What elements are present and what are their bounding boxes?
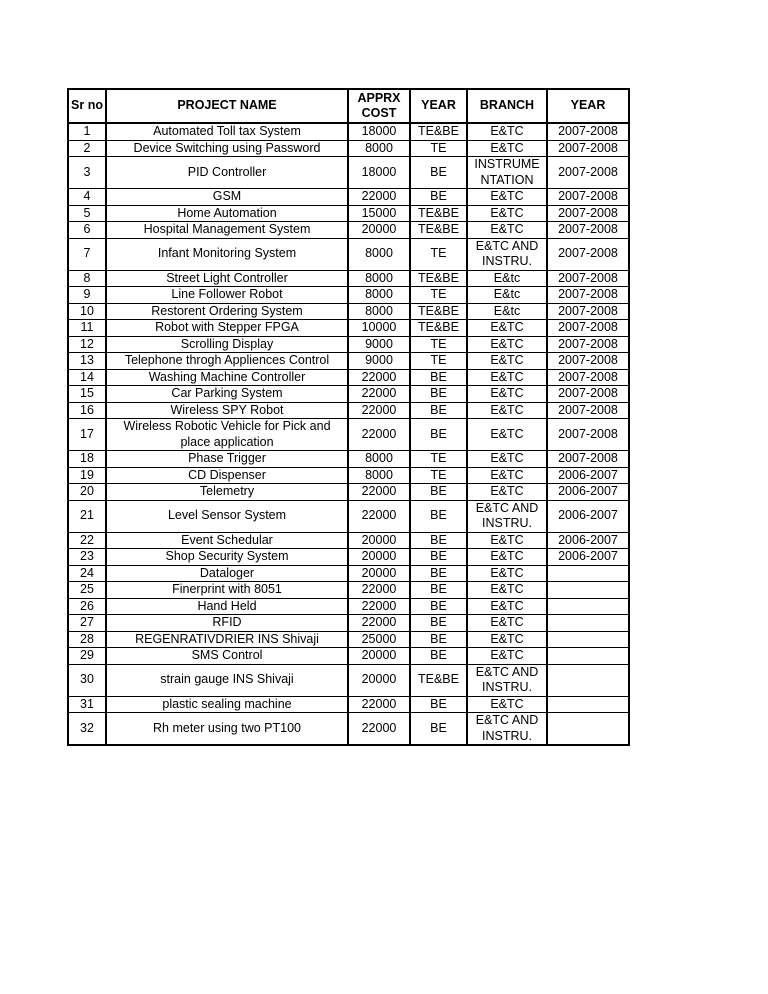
- table-row: [68, 598, 629, 615]
- cell-year: TE: [410, 353, 467, 370]
- cell-project-name: strain gauge INS Shivaji: [106, 664, 348, 696]
- cell-cost: 22000: [348, 615, 410, 632]
- cell-cost: 20000: [348, 648, 410, 665]
- table-row: [68, 582, 629, 599]
- cell-year: BE: [410, 565, 467, 582]
- table-row: [68, 500, 629, 532]
- cell-period: [547, 648, 629, 665]
- cell-year: TE: [410, 336, 467, 353]
- cell-period: [547, 696, 629, 713]
- table-row: [68, 320, 629, 337]
- table-row: [68, 402, 629, 419]
- cell-period: 2007-2008: [547, 419, 629, 451]
- cell-branch: E&TC: [467, 123, 547, 140]
- cell-project-name: Car Parking System: [106, 386, 348, 403]
- cell-cost: 10000: [348, 320, 410, 337]
- table-row: [68, 386, 629, 403]
- cell-period: [547, 598, 629, 615]
- cell-sr-no: 23: [68, 549, 106, 566]
- cell-year: BE: [410, 598, 467, 615]
- cell-project-name: GSM: [106, 189, 348, 206]
- cell-sr-no: 21: [68, 500, 106, 532]
- header-year: YEAR: [410, 89, 467, 123]
- cell-cost: 20000: [348, 565, 410, 582]
- cell-project-name: Restorent Ordering System: [106, 303, 348, 320]
- table-row: [68, 238, 629, 270]
- cell-sr-no: 10: [68, 303, 106, 320]
- cell-period: 2006-2007: [547, 467, 629, 484]
- cell-period: 2007-2008: [547, 353, 629, 370]
- cell-sr-no: 7: [68, 238, 106, 270]
- cell-branch: E&TC: [467, 631, 547, 648]
- cell-year: TE: [410, 467, 467, 484]
- cell-project-name: CD Dispenser: [106, 467, 348, 484]
- cell-sr-no: 2: [68, 140, 106, 157]
- table-row: [68, 615, 629, 632]
- table-row: [68, 205, 629, 222]
- cell-sr-no: 3: [68, 157, 106, 189]
- cell-cost: 25000: [348, 631, 410, 648]
- cell-branch: E&TC: [467, 615, 547, 632]
- cell-project-name: Robot with Stepper FPGA: [106, 320, 348, 337]
- cell-cost: 18000: [348, 123, 410, 140]
- table-row: [68, 287, 629, 304]
- cell-cost: 22000: [348, 419, 410, 451]
- cell-branch: E&TC: [467, 386, 547, 403]
- cell-branch: E&TC: [467, 582, 547, 599]
- cell-sr-no: 15: [68, 386, 106, 403]
- cell-year: TE: [410, 140, 467, 157]
- cell-year: TE: [410, 451, 467, 468]
- cell-project-name: Scrolling Display: [106, 336, 348, 353]
- cell-period: 2006-2007: [547, 532, 629, 549]
- table-body: [68, 123, 629, 745]
- cell-project-name: PID Controller: [106, 157, 348, 189]
- cell-period: 2007-2008: [547, 386, 629, 403]
- cell-project-name: Phase Trigger: [106, 451, 348, 468]
- cell-project-name: Line Follower Robot: [106, 287, 348, 304]
- cell-cost: 20000: [348, 664, 410, 696]
- cell-project-name: Level Sensor System: [106, 500, 348, 532]
- cell-sr-no: 29: [68, 648, 106, 665]
- cell-sr-no: 9: [68, 287, 106, 304]
- cell-branch: E&tc: [467, 270, 547, 287]
- cell-sr-no: 5: [68, 205, 106, 222]
- cell-project-name: Finerprint with 8051: [106, 582, 348, 599]
- cell-period: [547, 615, 629, 632]
- header-year-period: YEAR: [547, 89, 629, 123]
- cell-branch: E&TC: [467, 402, 547, 419]
- cell-cost: 22000: [348, 713, 410, 746]
- cell-period: 2007-2008: [547, 222, 629, 239]
- cell-year: BE: [410, 157, 467, 189]
- cell-year: BE: [410, 549, 467, 566]
- cell-project-name: Wireless Robotic Vehicle for Pick and place application: [106, 419, 348, 451]
- cell-branch: E&tc: [467, 287, 547, 304]
- cell-project-name: Street Light Controller: [106, 270, 348, 287]
- table-row: [68, 467, 629, 484]
- cell-project-name: Wireless SPY Robot: [106, 402, 348, 419]
- table-row: [68, 549, 629, 566]
- cell-branch: E&TC: [467, 565, 547, 582]
- cell-period: [547, 713, 629, 746]
- cell-project-name: Rh meter using two PT100: [106, 713, 348, 746]
- cell-year: BE: [410, 369, 467, 386]
- cell-period: 2007-2008: [547, 336, 629, 353]
- cell-period: 2007-2008: [547, 189, 629, 206]
- cell-period: 2007-2008: [547, 238, 629, 270]
- cell-project-name: Telemetry: [106, 484, 348, 501]
- project-sheet: [67, 88, 630, 746]
- cell-branch: E&TC: [467, 353, 547, 370]
- cell-project-name: Telephone throgh Appliences Control: [106, 353, 348, 370]
- cell-project-name: Hand Held: [106, 598, 348, 615]
- cell-sr-no: 20: [68, 484, 106, 501]
- cell-sr-no: 1: [68, 123, 106, 140]
- cell-sr-no: 25: [68, 582, 106, 599]
- cell-cost: 8000: [348, 270, 410, 287]
- table-row: [68, 451, 629, 468]
- cell-year: TE: [410, 287, 467, 304]
- cell-branch: E&TC: [467, 320, 547, 337]
- cell-year: TE&BE: [410, 222, 467, 239]
- cell-cost: 18000: [348, 157, 410, 189]
- table-row: [68, 270, 629, 287]
- cell-year: TE&BE: [410, 270, 467, 287]
- cell-period: 2006-2007: [547, 500, 629, 532]
- cell-project-name: RFID: [106, 615, 348, 632]
- cell-period: 2007-2008: [547, 369, 629, 386]
- cell-year: TE&BE: [410, 205, 467, 222]
- project-table: [67, 88, 630, 746]
- cell-sr-no: 26: [68, 598, 106, 615]
- cell-year: BE: [410, 386, 467, 403]
- cell-branch: INSTRUME NTATION: [467, 157, 547, 189]
- cell-year: BE: [410, 713, 467, 746]
- cell-branch: E&TC: [467, 419, 547, 451]
- table-row: [68, 222, 629, 239]
- cell-branch: E&TC AND INSTRU.: [467, 713, 547, 746]
- cell-period: 2007-2008: [547, 320, 629, 337]
- cell-cost: 8000: [348, 467, 410, 484]
- cell-branch: E&TC AND INSTRU.: [467, 238, 547, 270]
- cell-period: 2007-2008: [547, 287, 629, 304]
- cell-branch: E&TC: [467, 549, 547, 566]
- cell-cost: 8000: [348, 287, 410, 304]
- table-row: [68, 336, 629, 353]
- header-branch: BRANCH: [467, 89, 547, 123]
- header-apprx-cost: APPRX COST: [348, 89, 410, 123]
- cell-cost: 22000: [348, 386, 410, 403]
- cell-year: BE: [410, 189, 467, 206]
- cell-cost: 9000: [348, 353, 410, 370]
- cell-branch: E&TC: [467, 532, 547, 549]
- cell-year: BE: [410, 532, 467, 549]
- cell-year: TE&BE: [410, 303, 467, 320]
- cell-sr-no: 28: [68, 631, 106, 648]
- cell-year: BE: [410, 648, 467, 665]
- cell-project-name: SMS Control: [106, 648, 348, 665]
- cell-period: 2007-2008: [547, 157, 629, 189]
- cell-sr-no: 16: [68, 402, 106, 419]
- cell-period: 2006-2007: [547, 484, 629, 501]
- cell-cost: 22000: [348, 402, 410, 419]
- cell-period: 2007-2008: [547, 270, 629, 287]
- cell-period: 2007-2008: [547, 140, 629, 157]
- cell-project-name: Dataloger: [106, 565, 348, 582]
- cell-year: TE&BE: [410, 123, 467, 140]
- cell-cost: 22000: [348, 484, 410, 501]
- cell-period: 2007-2008: [547, 303, 629, 320]
- table-row: [68, 484, 629, 501]
- cell-period: 2007-2008: [547, 123, 629, 140]
- cell-sr-no: 31: [68, 696, 106, 713]
- cell-period: [547, 582, 629, 599]
- table-row: [68, 353, 629, 370]
- cell-year: BE: [410, 500, 467, 532]
- cell-cost: 9000: [348, 336, 410, 353]
- cell-sr-no: 22: [68, 532, 106, 549]
- table-row: [68, 696, 629, 713]
- cell-period: 2007-2008: [547, 451, 629, 468]
- cell-cost: 20000: [348, 549, 410, 566]
- table-row: [68, 713, 629, 746]
- cell-year: BE: [410, 615, 467, 632]
- table-row: [68, 532, 629, 549]
- cell-sr-no: 4: [68, 189, 106, 206]
- cell-sr-no: 27: [68, 615, 106, 632]
- cell-period: [547, 664, 629, 696]
- cell-period: 2007-2008: [547, 402, 629, 419]
- cell-cost: 8000: [348, 303, 410, 320]
- cell-cost: 22000: [348, 369, 410, 386]
- cell-sr-no: 11: [68, 320, 106, 337]
- cell-project-name: plastic sealing machine: [106, 696, 348, 713]
- cell-cost: 22000: [348, 598, 410, 615]
- table-row: [68, 140, 629, 157]
- cell-branch: E&TC: [467, 467, 547, 484]
- cell-period: 2006-2007: [547, 549, 629, 566]
- cell-project-name: Event Schedular: [106, 532, 348, 549]
- cell-cost: 8000: [348, 238, 410, 270]
- cell-project-name: Home Automation: [106, 205, 348, 222]
- table-row: [68, 648, 629, 665]
- cell-branch: E&TC: [467, 598, 547, 615]
- cell-year: BE: [410, 631, 467, 648]
- cell-cost: 8000: [348, 140, 410, 157]
- cell-cost: 20000: [348, 222, 410, 239]
- header-project-name: PROJECT NAME: [106, 89, 348, 123]
- cell-year: BE: [410, 419, 467, 451]
- cell-year: BE: [410, 484, 467, 501]
- cell-branch: E&TC: [467, 369, 547, 386]
- cell-sr-no: 17: [68, 419, 106, 451]
- table-row: [68, 664, 629, 696]
- cell-sr-no: 13: [68, 353, 106, 370]
- cell-project-name: Shop Security System: [106, 549, 348, 566]
- table-row: [68, 123, 629, 140]
- cell-branch: E&TC AND INSTRU.: [467, 500, 547, 532]
- cell-sr-no: 24: [68, 565, 106, 582]
- header-row: [68, 89, 629, 123]
- table-row: [68, 565, 629, 582]
- cell-branch: E&TC: [467, 451, 547, 468]
- cell-branch: E&TC: [467, 189, 547, 206]
- cell-sr-no: 6: [68, 222, 106, 239]
- table-row: [68, 369, 629, 386]
- cell-period: 2007-2008: [547, 205, 629, 222]
- cell-cost: 22000: [348, 500, 410, 532]
- cell-cost: 15000: [348, 205, 410, 222]
- cell-project-name: Automated Toll tax System: [106, 123, 348, 140]
- table-row: [68, 303, 629, 320]
- cell-period: [547, 565, 629, 582]
- cell-cost: 22000: [348, 582, 410, 599]
- cell-branch: E&TC: [467, 648, 547, 665]
- cell-branch: E&TC: [467, 336, 547, 353]
- table-row: [68, 631, 629, 648]
- cell-year: BE: [410, 402, 467, 419]
- table-row: [68, 157, 629, 189]
- cell-year: TE: [410, 238, 467, 270]
- cell-period: [547, 631, 629, 648]
- cell-project-name: Washing Machine Controller: [106, 369, 348, 386]
- cell-branch: E&TC: [467, 484, 547, 501]
- cell-year: BE: [410, 582, 467, 599]
- cell-project-name: Hospital Management System: [106, 222, 348, 239]
- cell-year: TE&BE: [410, 320, 467, 337]
- cell-sr-no: 30: [68, 664, 106, 696]
- header-sr-no: Sr no: [68, 89, 106, 123]
- cell-sr-no: 19: [68, 467, 106, 484]
- cell-project-name: Infant Monitoring System: [106, 238, 348, 270]
- cell-project-name: Device Switching using Password: [106, 140, 348, 157]
- cell-branch: E&TC: [467, 222, 547, 239]
- cell-sr-no: 12: [68, 336, 106, 353]
- cell-year: TE&BE: [410, 664, 467, 696]
- cell-sr-no: 32: [68, 713, 106, 746]
- cell-sr-no: 18: [68, 451, 106, 468]
- cell-sr-no: 8: [68, 270, 106, 287]
- cell-cost: 22000: [348, 189, 410, 206]
- table-row: [68, 419, 629, 451]
- cell-cost: 20000: [348, 532, 410, 549]
- cell-cost: 8000: [348, 451, 410, 468]
- cell-branch: E&TC: [467, 205, 547, 222]
- cell-sr-no: 14: [68, 369, 106, 386]
- cell-branch: E&tc: [467, 303, 547, 320]
- cell-branch: E&TC: [467, 140, 547, 157]
- table-row: [68, 189, 629, 206]
- cell-branch: E&TC: [467, 696, 547, 713]
- cell-project-name: REGENRATIVDRIER INS Shivaji: [106, 631, 348, 648]
- cell-cost: 22000: [348, 696, 410, 713]
- cell-branch: E&TC AND INSTRU.: [467, 664, 547, 696]
- cell-year: BE: [410, 696, 467, 713]
